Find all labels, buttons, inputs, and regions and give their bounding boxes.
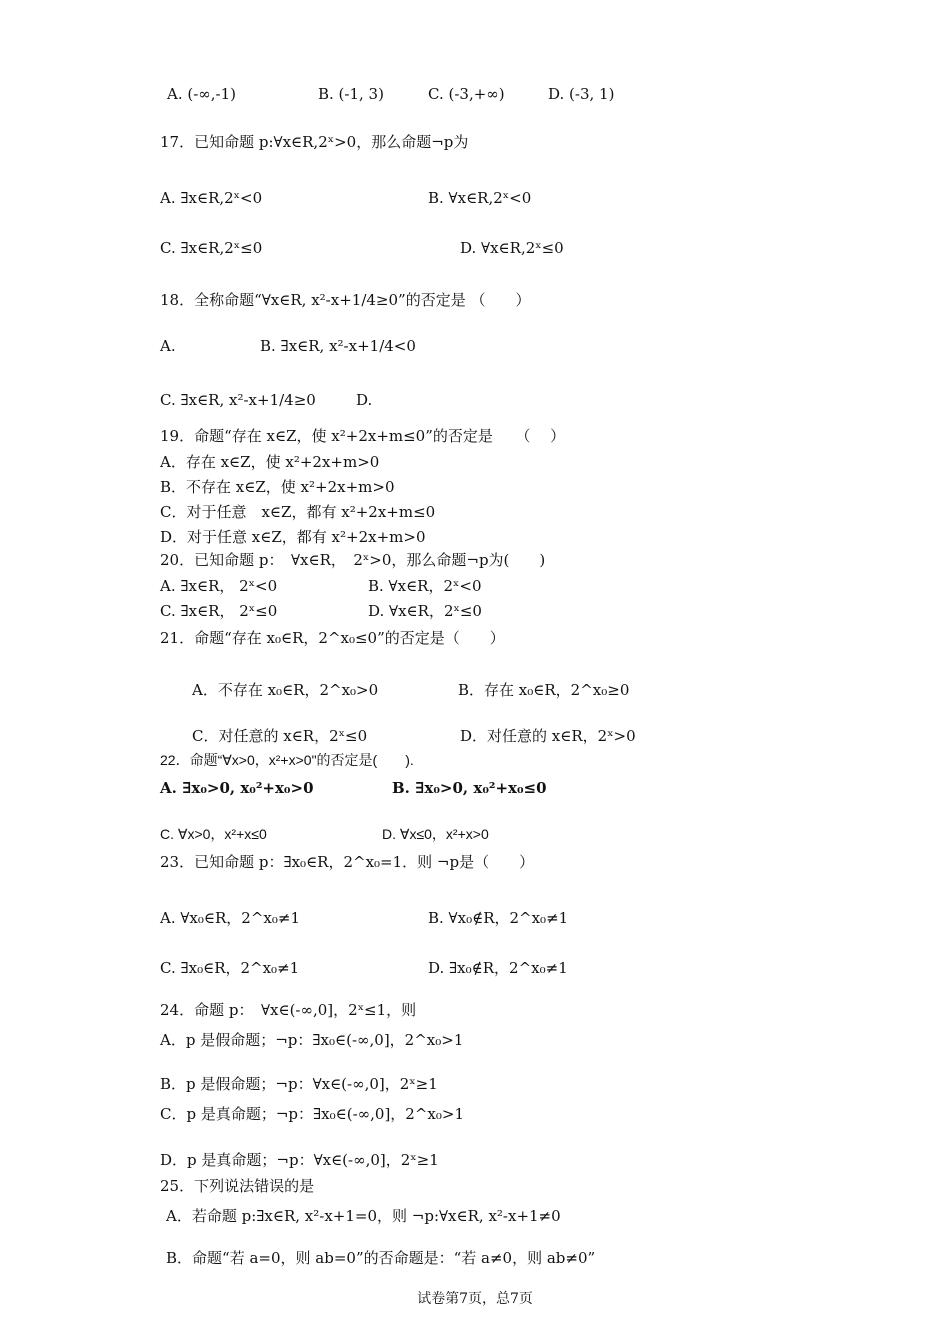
q19-option-d: D．对于任意 x∈Z，都有 x²+2x+m>0 bbox=[160, 528, 426, 546]
q20-stem: 20．已知命题 p： ∀x∈R， 2ˣ>0，那么命题¬p为( ) bbox=[160, 551, 546, 569]
q22-option-b: B. ∃x₀>0, x₀²+x₀≤0 bbox=[392, 779, 547, 797]
q17-option-a: A. ∃x∈R,2ˣ<0 bbox=[160, 189, 263, 207]
q25-option-b: B．命题“若 a=0，则 ab=0”的否命题是：“若 a≠0，则 ab≠0” bbox=[166, 1249, 596, 1267]
q18-option-b: B. ∃x∈R, x²-x+1/4<0 bbox=[260, 337, 416, 355]
q23-option-b: B. ∀x₀∉R，2^x₀≠1 bbox=[428, 909, 569, 927]
q18-stem: 18．全称命题“∀x∈R, x²-x+1/4≥0”的否定是 （ ） bbox=[160, 291, 531, 309]
q16-option-b: B. (-1, 3) bbox=[318, 85, 384, 103]
q17-option-b: B. ∀x∈R,2ˣ<0 bbox=[428, 189, 532, 207]
q23-option-d: D. ∃x₀∉R，2^x₀≠1 bbox=[428, 959, 568, 977]
q21-option-d: D．对任意的 x∈R，2ˣ>0 bbox=[460, 727, 636, 745]
q18-option-d: D. bbox=[356, 391, 373, 409]
q22-stem: 22．命题“∀x>0，x²+x>0"的否定是( ). bbox=[160, 752, 414, 768]
q23-option-c: C. ∃x₀∈R，2^x₀≠1 bbox=[160, 959, 300, 977]
q18-option-c: C. ∃x∈R, x²-x+1/4≥0 bbox=[160, 391, 316, 409]
q19-option-a: A．存在 x∈Z，使 x²+2x+m>0 bbox=[160, 453, 380, 471]
q24-option-a: A．p 是假命题；¬p：∃x₀∈(-∞,0]，2^x₀>1 bbox=[160, 1031, 464, 1049]
q20-option-b: B. ∀x∈R，2ˣ<0 bbox=[368, 577, 482, 595]
q16-option-d: D. (-3, 1) bbox=[548, 85, 615, 103]
q23-option-a: A. ∀x₀∈R，2^x₀≠1 bbox=[160, 909, 300, 927]
q20-option-d: D. ∀x∈R，2ˣ≤0 bbox=[368, 602, 482, 620]
q24-option-b: B．p 是假命题；¬p：∀x∈(-∞,0]，2ˣ≥1 bbox=[160, 1075, 438, 1093]
q25-stem: 25．下列说法错误的是 bbox=[160, 1177, 315, 1195]
q21-option-a: A．不存在 x₀∈R，2^x₀>0 bbox=[192, 681, 379, 699]
q21-option-c: C．对任意的 x∈R，2ˣ≤0 bbox=[192, 727, 368, 745]
q21-option-b: B．存在 x₀∈R，2^x₀≥0 bbox=[458, 681, 630, 699]
q16-option-a: A. (-∞,-1) bbox=[167, 85, 237, 103]
q24-option-c: C．p 是真命题；¬p：∃x₀∈(-∞,0]，2^x₀>1 bbox=[160, 1105, 465, 1123]
q21-stem: 21．命题“存在 x₀∈R，2^x₀≤0”的否定是（ ） bbox=[160, 629, 505, 647]
q19-option-c: C．对于任意 x∈Z，都有 x²+2x+m≤0 bbox=[160, 503, 436, 521]
q18-option-a: A. bbox=[160, 337, 176, 355]
q22-option-d: D. ∀x≤0，x²+x>0 bbox=[382, 826, 489, 842]
q17-stem: 17．已知命题 p:∀x∈R,2ˣ>0，那么命题¬p为 bbox=[160, 133, 469, 151]
q23-stem: 23．已知命题 p：∃x₀∈R，2^x₀=1．则 ¬p是（ ） bbox=[160, 853, 535, 871]
q19-option-b: B．不存在 x∈Z，使 x²+2x+m>0 bbox=[160, 478, 395, 496]
q19-stem: 19．命题“存在 x∈Z，使 x²+2x+m≤0”的否定是 （ ） bbox=[160, 427, 566, 445]
q22-option-c: C. ∀x>0，x²+x≤0 bbox=[160, 826, 267, 842]
q24-stem: 24．命题 p： ∀x∈(-∞,0]，2ˣ≤1，则 bbox=[160, 1001, 417, 1019]
q20-option-c: C. ∃x∈R， 2ˣ≤0 bbox=[160, 602, 278, 620]
q24-option-d: D．p 是真命题；¬p：∀x∈(-∞,0]，2ˣ≥1 bbox=[160, 1151, 439, 1169]
page-footer: 试卷第7页，总7页 bbox=[417, 1291, 533, 1307]
q17-option-d: D. ∀x∈R,2ˣ≤0 bbox=[460, 239, 564, 257]
q20-option-a: A. ∃x∈R， 2ˣ<0 bbox=[160, 577, 278, 595]
q22-option-a: A. ∃x₀>0, x₀²+x₀>0 bbox=[160, 779, 314, 797]
q16-option-c: C. (-3,+∞) bbox=[428, 85, 505, 103]
q25-option-a: A．若命题 p:∃x∈R, x²-x+1=0，则 ¬p:∀x∈R, x²-x+1≠0 bbox=[166, 1207, 561, 1225]
q17-option-c: C. ∃x∈R,2ˣ≤0 bbox=[160, 239, 263, 257]
